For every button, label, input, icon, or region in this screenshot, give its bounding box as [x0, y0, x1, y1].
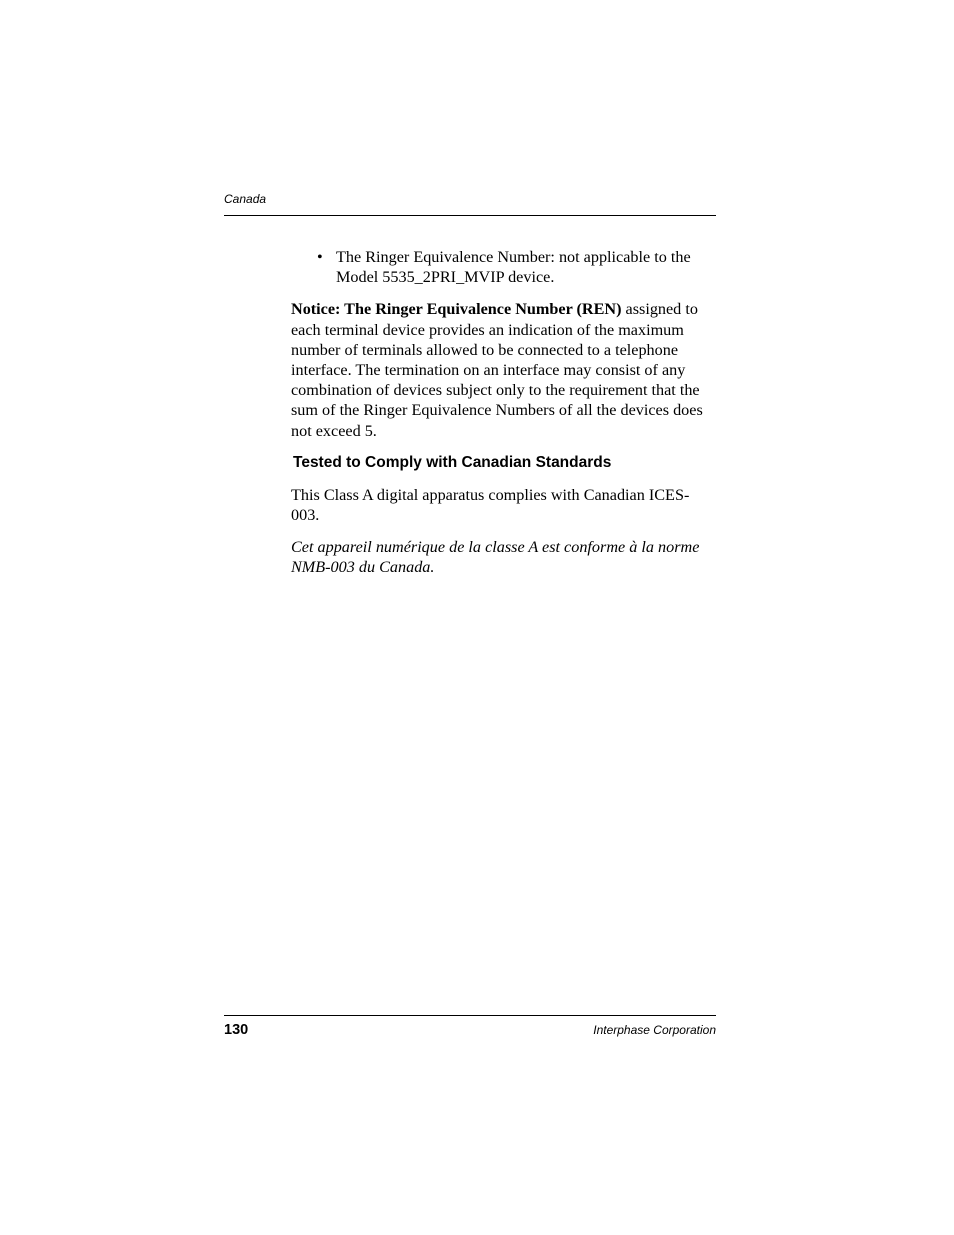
compliance-statement-english: This Class A digital apparatus complies with Canadian ICES-003.: [291, 485, 690, 525]
list-item: [291, 247, 716, 287]
notice-lead: Notice: The Ringer Equivalence Number (REN): [291, 300, 622, 319]
bullet-icon: •: [317, 248, 323, 266]
header-divider: [224, 215, 716, 216]
section-heading: Tested to Comply with Canadian Standards: [293, 453, 612, 471]
page-number: 130: [224, 1022, 249, 1038]
footer-divider: [224, 1015, 716, 1016]
footer-company: Interphase Corporation: [593, 1023, 716, 1037]
page-body: [291, 247, 716, 590]
list-item-text: The Ringer Equivalence Number: not applicable to the Model 5535_2PRI_MVIP device.: [336, 248, 691, 287]
notice-paragraph: [291, 299, 716, 440]
running-header: Canada: [224, 192, 267, 206]
compliance-statement-french: Cet appareil numérique de la classe A est conforme à la norme NMB-003 du Canada.: [291, 538, 700, 577]
notice-text: assigned to each terminal device provides an indication of the maximum number of terminals allowed to be connected to a telephone interface. The termination on an interface may consist of any combination of devices subject only to the requirement that the sum of the Ringer Equivalence Numbers of all the devices does not exceed 5.: [291, 300, 703, 440]
